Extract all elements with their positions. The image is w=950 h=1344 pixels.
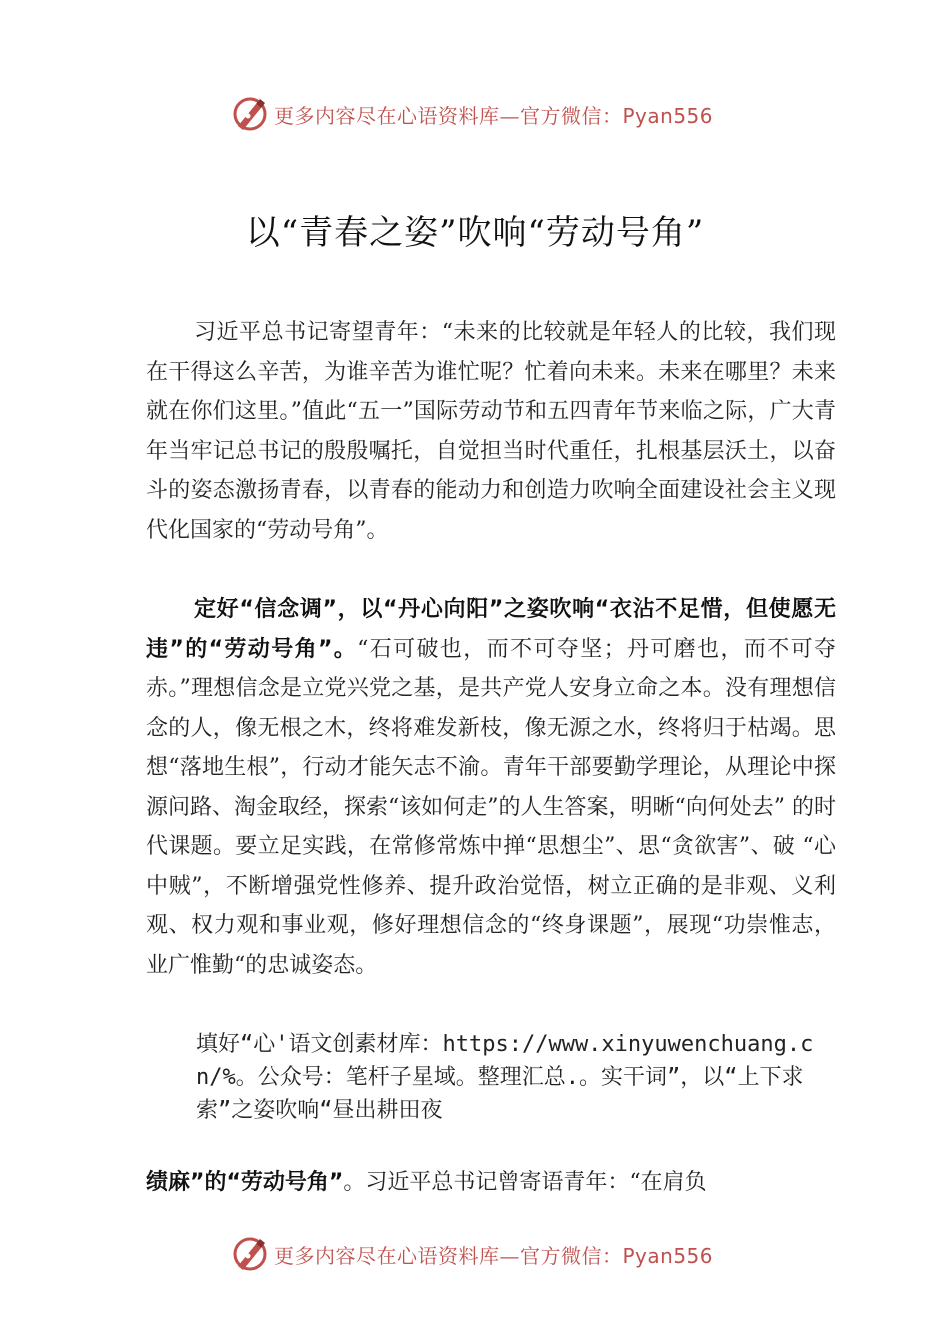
header-watermark-banner [230, 92, 750, 136]
pen-logo-icon [230, 1234, 270, 1274]
paragraph-practice-heading: 绩麻”的“劳动号角” [146, 1170, 344, 1195]
paragraph-belief-heading: 定好“信念调”，以“丹心向阳”之姿吹响“衣沾不足惜，但使愿无违”的“劳动号角”。 [146, 597, 836, 662]
document-title: 以“青春之姿”吹响“劳动号角” [245, 213, 705, 253]
paragraph-belief [146, 590, 836, 985]
pen-logo-icon [230, 94, 270, 134]
paragraph-practice [146, 1163, 836, 1202]
footer-watermark-text: 更多内容尽在心语资料库—官方微信：Pyan556 [274, 1243, 714, 1268]
header-watermark-text: 更多内容尽在心语资料库—官方微信：Pyan556 [274, 103, 714, 128]
paragraph-belief-body: “石可破也，而不可夺坚；丹可磨也，而不可夺赤。”理想信念是立党兴党之基，是共产党人安身立命之本。没有理想信念的人，像无根之木，终将难发新枝，像无源之水，终将归于枯竭。思想“落地生根”，行动才能矢志不渝。青年干部要勤学理论，从理论中探源问路、淘金取经，探索“该如何走”的人生答案，明晰“向何处去” 的时代课题。要立足实践，在常修常炼中掸“思想尘”、思“贪欲害”、破 “心中贼”，不断增强党性修养、提升政治觉悟，树立正确的是非观、义利观、权力观和事业观，修好理想信念的“终身课题”，展现“功崇惟志，业广惟勤“的忠诚姿态。 [146, 636, 836, 978]
source-note-block: 填好“心'语文创素材库：https://www.xinyuwenchuang.cn/%。公众号：笔杆子星域。整理汇总.。实干词”，以“上下求索”之姿吹响“昼出耕田夜 [196, 1032, 814, 1123]
footer-watermark-banner [230, 1232, 750, 1276]
paragraph-intro: 习近平总书记寄望青年：“未来的比较就是年轻人的比较，我们现在干得这么辛苦，为谁辛苦为谁忙呢？忙着向未来。未来在哪里？未来就在你们这里。”值此“五一”国际劳动节和五四青年节来临之际，广大青年当牢记总书记的殷殷嘱托，自觉担当时代重任，扎根基层沃土，以奋斗的姿态激扬青春，以青春的能动力和创造力吹响全面建设社会主义现代化国家的“劳动号角”。 [146, 320, 836, 543]
paragraph-practice-body: 。习近平总书记曾寄语青年：“在肩负 [343, 1170, 707, 1195]
